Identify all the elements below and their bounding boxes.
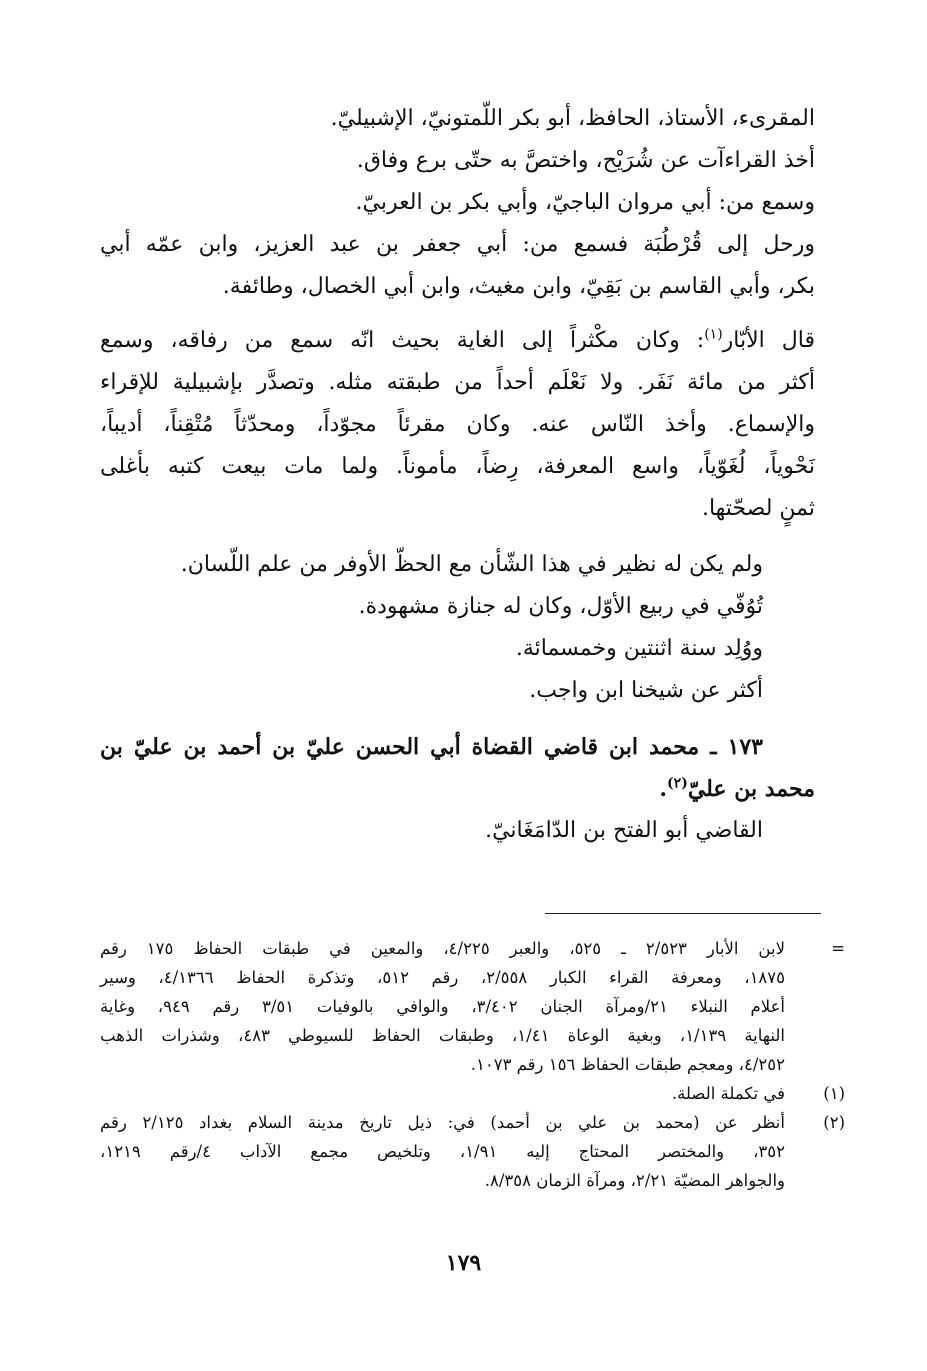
entry-173-heading-line-2 xyxy=(100,768,815,810)
footnote-line: أنظر عن (محمد بن علي بن أحمد) في: ذيل تاريخ مدينة السلام بغداد ٢/١٢٥ رقم xyxy=(100,1113,785,1132)
footnotes xyxy=(100,934,845,1195)
entry-173-line-3: القاضي أبو الفتح بن الدّامَغَانيّ. xyxy=(485,818,763,843)
paragraph-gap xyxy=(100,308,815,320)
abbar-quote-line-5: ثمنٍ لصحّتها. xyxy=(701,496,815,521)
entry-173-name-end: محمد بن عليّ xyxy=(687,776,815,802)
footnote-line: أعلام النبلاء ٢١/ومرآة الجنان ٣/٤٠٢، والوافي بالوفيات ٣/٥١ رقم ٩٤٩، وغاية xyxy=(100,997,786,1016)
footnote-line: ٣٥٢، والمختصر المحتاج إليه ١/٩١، وتلخيص مجمع الآداب ٤/رقم ١٢١٩، xyxy=(100,1142,785,1161)
entry-172-line-3: وسمع من: أبي مروان الباجيّ، وأبي بكر بن العربيّ. xyxy=(355,190,815,215)
footnote-1-text: في تكملة الصلة. xyxy=(671,1084,785,1103)
abbar-quote-line-2: أكثر من مائة نَفَر. ولا نَعْلَم أحداً من طبقته مثله. وتصدَّر بإشبيلية للإقراء xyxy=(100,370,815,395)
footnote-2 xyxy=(100,1108,845,1195)
footnote-line: والجواهر المضيّة ٢/٢١، ومرآة الزمان ٨/٣٥٨. xyxy=(484,1171,785,1190)
abbar-quote-start: قال الأبّار xyxy=(722,328,815,353)
footnote-1 xyxy=(100,1079,845,1108)
entry-172-line-2: أخذ القراءآت عن شُرَيْح، واختصَّ به حتّى برع وفاق. xyxy=(356,148,815,173)
notes-line-3: ووُلِد سنة اثنتين وخمسمائة. xyxy=(515,636,763,661)
main-text xyxy=(100,98,815,852)
footnote-line: لابن الأبار ٢/٥٢٣ ـ ٥٢٥، والعبر ٤/٢٢٥، والمعين في طبقات الحفاظ ١٧٥ رقم xyxy=(100,939,785,958)
paragraph-gap xyxy=(100,712,815,726)
entry-173-heading-line-1: ١٧٣ ـ محمد ابن قاضي القضاة أبي الحسن عليّ بن أحمد بن عليّ بن xyxy=(100,734,763,760)
notes-line-2: تُوُفّي في ربيع الأوّل، وكان له جنازة مشهودة. xyxy=(358,594,763,619)
footnote-separator xyxy=(545,913,821,914)
footnote-2-marker: (٢) xyxy=(823,1113,845,1132)
abbar-quote-line-4: نَحْوياً، لُغَوّياً، واسع المعرفة، رِضاً، مأموناً. ولما مات بيعت كتبه بأغلى xyxy=(100,454,815,479)
entry-172-line-1: المقرىء، الأستاذ، الحافظ، أبو بكر اللّمتونيّ، الإشبيليّ. xyxy=(330,106,815,131)
footnote-ref-1[interactable]: (١) xyxy=(704,326,723,343)
entry-172-line-5: بكر، وأبي القاسم بن بَقِيّ، وابن مغيث، وابن أبي الخصال، وطائفة. xyxy=(222,274,815,299)
abbar-quote-line-1 xyxy=(100,320,815,362)
entry-172-line-4: ورحل إلى قُرْطُبَة فسمع من: أبي جعفر بن عبد العزيز، وابن عمّه أبي xyxy=(100,232,815,257)
abbar-quote-continue: : وكان مكْثراً إلى الغاية بحيث انّه سمع من رفاقه، وسمع xyxy=(100,328,705,353)
footnote-continuation-marker: = xyxy=(831,939,845,958)
footnote-1-marker: (١) xyxy=(823,1084,845,1103)
footnote-continuation-body xyxy=(100,934,785,1079)
page-number: ١٧٩ xyxy=(445,1250,482,1276)
footnote-continuation xyxy=(100,934,845,1079)
footnote-line: النهاية ١/١٣٩، وبغية الوعاة ١/٤١، وطبقات الحفاظ للسيوطي ٤٨٣، وشذرات الذهب xyxy=(100,1026,786,1045)
paragraph-gap xyxy=(100,530,815,544)
notes-line-4: أكثر عن شيخنا ابن واجب. xyxy=(529,678,763,703)
heading-period: . xyxy=(659,776,668,802)
abbar-quote-line-3: والإسماع. وأخذ النّاس عنه. وكان مقرئاً مجوّداً، ومحدّثاً مُتْقِناً، أديباً، xyxy=(100,412,815,437)
notes-line-1: ولم يكن له نظير في هذا الشّأن مع الحظّ الأوفر من علم اللّسان. xyxy=(180,552,763,577)
footnote-ref-2[interactable]: (٢) xyxy=(667,775,688,792)
footnote-line: ٤/٢٥٢، ومعجم طبقات الحفاظ ١٥٦ رقم ١٠٧٣. xyxy=(470,1055,785,1074)
footnote-line: ١٨٧٥، ومعرفة القراء الكبار ٢/٥٥٨، رقم ٥١٢، وتذكرة الحفاظ ٤/١٣٦٦، وسير xyxy=(100,968,786,987)
